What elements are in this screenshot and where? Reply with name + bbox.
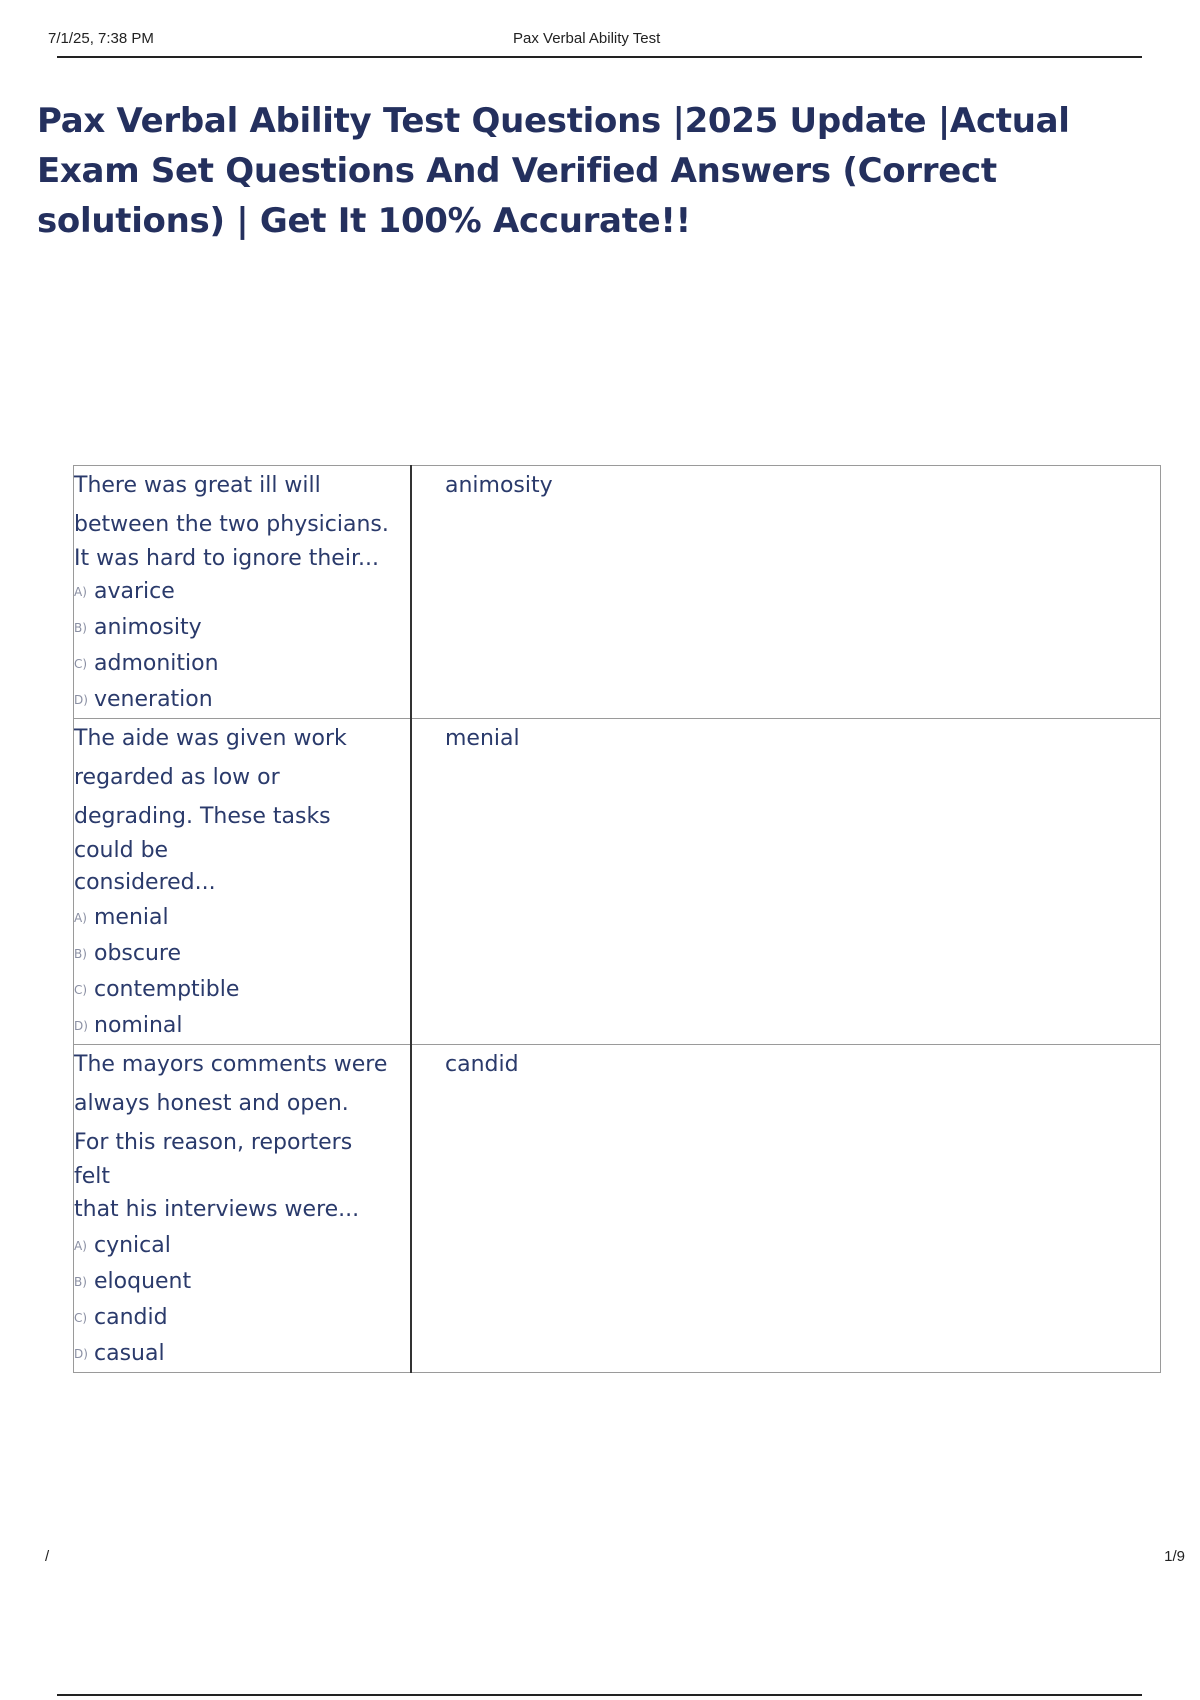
print-datetime: 7/1/25, 7:38 PM <box>48 30 154 47</box>
option-text: obscure <box>94 941 182 966</box>
option-letter: D) <box>74 693 88 707</box>
option-item <box>74 1228 410 1264</box>
option-letter: B) <box>74 947 87 961</box>
option-item <box>74 1336 410 1372</box>
option-item <box>74 574 410 610</box>
option-letter: C) <box>74 657 88 671</box>
option-list <box>74 1228 410 1372</box>
option-letter: B) <box>74 621 87 635</box>
question-line: regarded as low or <box>74 765 280 790</box>
option-letter: D) <box>74 1347 88 1361</box>
option-item <box>74 900 410 936</box>
option-item <box>74 1008 410 1044</box>
table-row <box>74 719 1161 1045</box>
option-item <box>74 610 410 646</box>
question-line: could be <box>74 838 169 863</box>
option-text: avarice <box>94 579 175 604</box>
question-text <box>74 719 410 900</box>
answer-cell <box>411 1045 1161 1373</box>
answer-cell <box>411 719 1161 1045</box>
option-letter: A) <box>74 585 87 599</box>
page-number: 1/9 <box>1164 1548 1185 1565</box>
question-line: For this reason, reporters <box>74 1130 353 1155</box>
option-item <box>74 972 410 1008</box>
question-line: felt <box>74 1164 111 1189</box>
option-item <box>74 1264 410 1300</box>
option-item <box>74 646 410 682</box>
option-text: nominal <box>94 1013 183 1038</box>
print-doc-title: Pax Verbal Ability Test <box>513 30 661 47</box>
option-letter: C) <box>74 983 88 997</box>
option-letter: A) <box>74 1239 87 1253</box>
question-line: The mayors comments were <box>74 1052 388 1077</box>
option-letter: A) <box>74 911 87 925</box>
option-text: animosity <box>94 615 202 640</box>
option-text: veneration <box>94 687 213 712</box>
question-answer-table <box>73 465 1161 1373</box>
question-line: between the two physicians. <box>74 512 389 537</box>
question-line: that his interviews were... <box>74 1197 360 1222</box>
page-title: Pax Verbal Ability Test Questions |2025 Update |Actual Exam Set Questions And Verified Answers (Correct solutions) | Get It 100% Accurate!! <box>37 101 1070 241</box>
option-letter: D) <box>74 1019 88 1033</box>
question-cell <box>74 1045 412 1373</box>
question-cell <box>74 466 412 719</box>
option-text: eloquent <box>94 1269 192 1294</box>
option-text: contemptible <box>94 977 240 1002</box>
option-item <box>74 1300 410 1336</box>
question-line: There was great ill will <box>74 473 321 498</box>
question-text <box>74 1045 410 1228</box>
question-cell <box>74 719 412 1045</box>
answer-text: candid <box>445 1052 519 1077</box>
question-line: considered... <box>74 870 216 895</box>
question-line: degrading. These tasks <box>74 804 331 829</box>
question-line: The aide was given work <box>74 726 347 751</box>
answer-text: menial <box>445 726 520 751</box>
option-letter: B) <box>74 1275 87 1289</box>
option-text: casual <box>94 1341 165 1366</box>
question-line: always honest and open. <box>74 1091 349 1116</box>
option-letter: C) <box>74 1311 88 1325</box>
table-row <box>74 1045 1161 1373</box>
header-divider <box>57 56 1142 58</box>
answer-cell <box>411 466 1161 719</box>
option-item <box>74 936 410 972</box>
option-list <box>74 900 410 1044</box>
question-text <box>74 466 410 574</box>
option-text: admonition <box>94 651 219 676</box>
question-line: It was hard to ignore their... <box>74 546 379 571</box>
option-text: candid <box>94 1305 168 1330</box>
answer-text: animosity <box>445 473 553 498</box>
option-item <box>74 682 410 718</box>
option-text: menial <box>94 905 169 930</box>
print-header <box>48 28 1143 56</box>
option-list <box>74 574 410 718</box>
footer-divider <box>57 1694 1142 1696</box>
table-row <box>74 466 1161 719</box>
print-footer <box>45 1548 1185 1572</box>
option-text: cynical <box>94 1233 171 1258</box>
print-url: / <box>45 1548 50 1565</box>
